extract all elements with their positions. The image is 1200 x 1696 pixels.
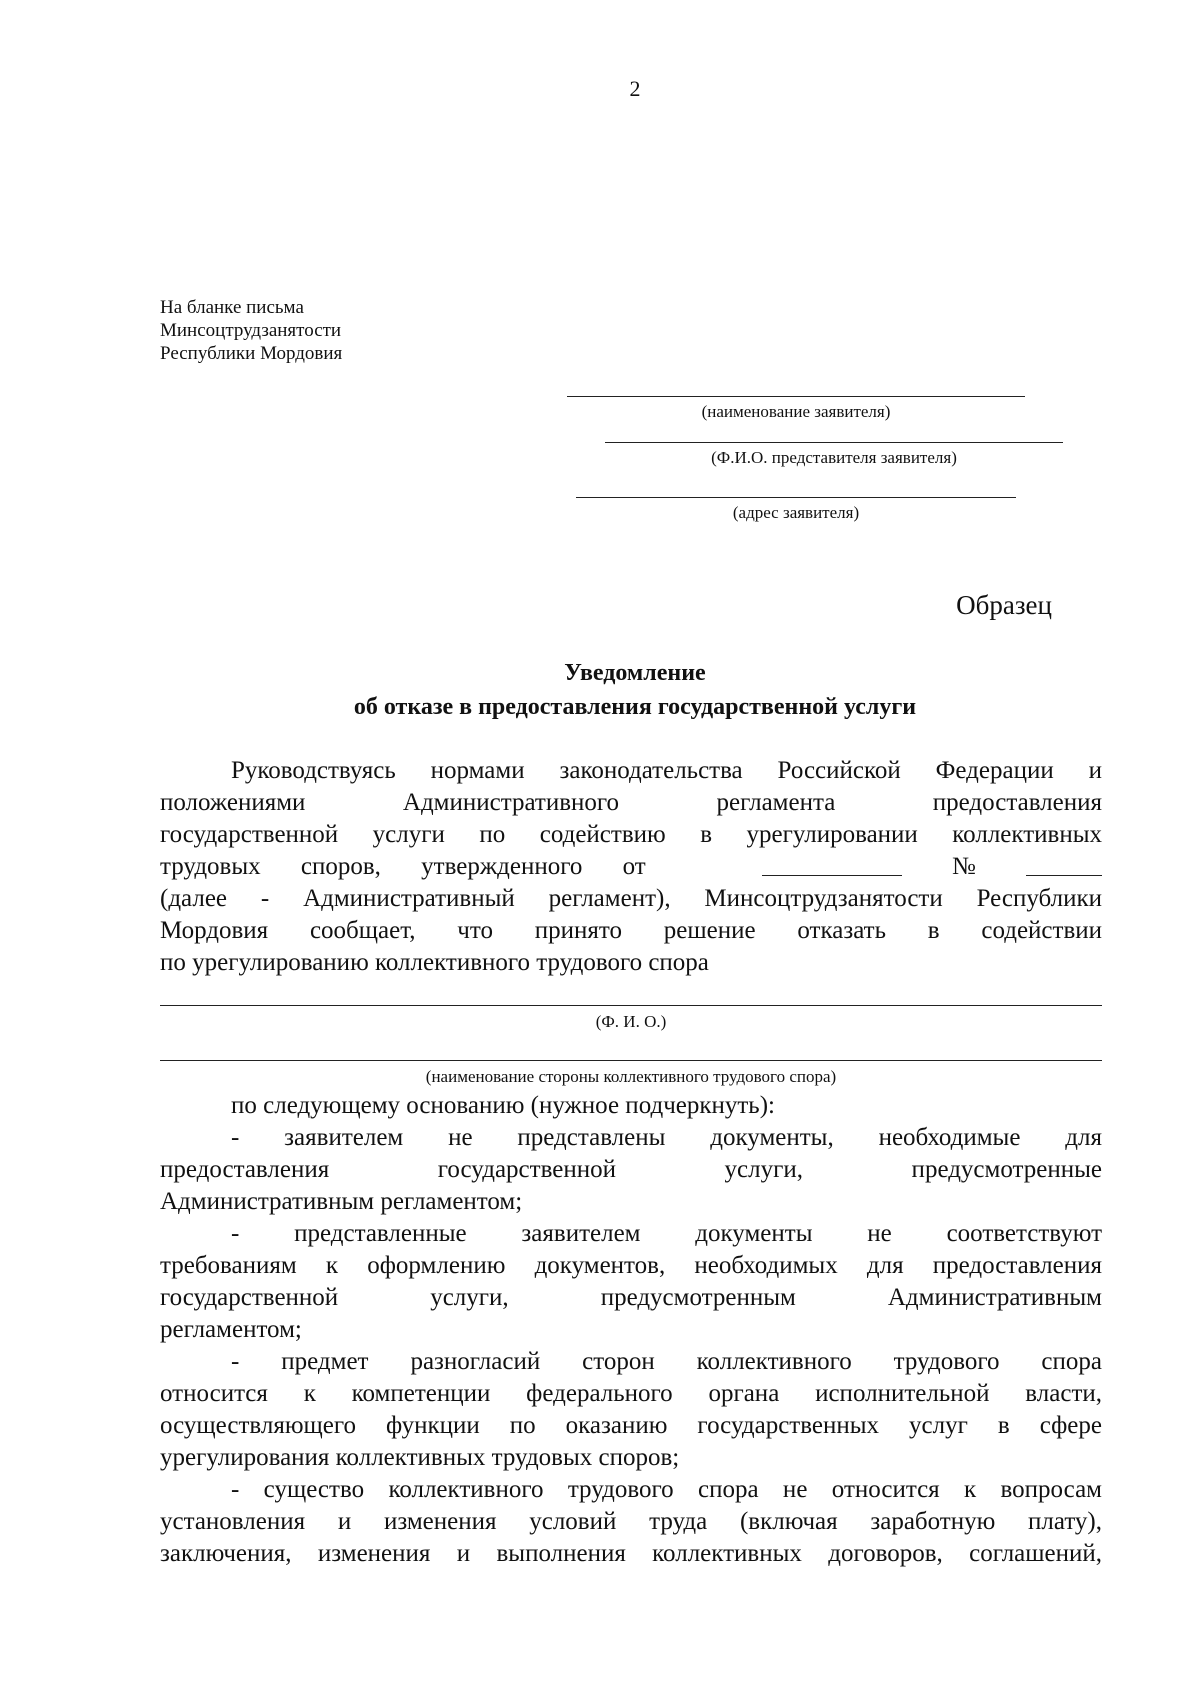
address-caption: (адрес заявителя)	[732, 503, 860, 522]
letterhead-note-line: Республики Мордовия	[160, 343, 343, 364]
grounds-line: - представленные заявителем документы не соответствуют	[231, 1220, 1102, 1247]
fio-caption: (Ф. И. О.)	[595, 1012, 667, 1031]
grounds-line: требованиям к оформлению документов, необходимых для предоставления	[160, 1252, 1102, 1279]
representative-line	[605, 442, 1063, 443]
intro-line-with-blanks	[160, 851, 1102, 883]
grounds-line: - заявителем не представлены документы, необходимые для	[231, 1124, 1102, 1151]
letterhead-note	[160, 296, 342, 365]
letterhead-note-line: На бланке письма	[160, 297, 304, 318]
intro-line: по урегулированию коллективного трудового спора	[160, 949, 709, 976]
representative-caption: (Ф.И.О. представителя заявителя)	[711, 448, 957, 467]
applicant-name-line	[567, 396, 1025, 397]
grounds-line: - предмет разногласий сторон коллективного трудового спора	[231, 1348, 1102, 1375]
party-caption: (наименование стороны коллективного трудового спора)	[425, 1067, 837, 1086]
number-blank	[1026, 855, 1102, 876]
grounds-line: государственной услуги, предусмотренным Административным	[160, 1284, 1102, 1311]
address-line	[576, 497, 1016, 498]
intro-line: Мордовия сообщает, что принято решение отказать в содействии	[160, 917, 1102, 944]
party-line	[160, 1060, 1102, 1061]
applicant-name-caption: (наименование заявителя)	[701, 402, 891, 421]
intro-paragraph	[160, 755, 1102, 979]
fio-line	[160, 1005, 1102, 1006]
intro-line-text: трудовых споров, утвержденного от	[160, 853, 646, 880]
intro-line: положениями Административного регламента предоставления	[160, 789, 1102, 816]
grounds-line: предоставления государственной услуги, предусмотренные	[160, 1156, 1102, 1183]
grounds-line: осуществляющего функции по оказанию государственных услуг в сфере	[160, 1412, 1102, 1439]
grounds-line: - существо коллективного трудового спора не относится к вопросам	[231, 1476, 1102, 1503]
letterhead-note-line: Минсоцтрудзанятости	[160, 320, 342, 341]
intro-line: (далее - Административный регламент), Минсоцтрудзанятости Республики	[160, 885, 1102, 912]
grounds-intro: по следующему основанию (нужное подчеркнуть):	[231, 1092, 775, 1119]
grounds-line: заключения, изменения и выполнения коллективных договоров, соглашений,	[160, 1540, 1102, 1567]
number-sign: №	[952, 853, 976, 880]
page-number: 2	[629, 76, 641, 101]
grounds-line: урегулирования коллективных трудовых споров;	[160, 1444, 680, 1471]
grounds-line: относится к компетенции федерального органа исполнительной власти,	[160, 1380, 1102, 1407]
grounds-line: Административным регламентом;	[160, 1188, 523, 1215]
grounds-section	[160, 1090, 1102, 1570]
date-blank	[762, 855, 902, 876]
intro-line: Руководствуясь нормами законодательства Российской Федерации и	[231, 757, 1102, 784]
grounds-line: установления и изменения условий труда (включая заработную плату),	[160, 1508, 1102, 1535]
notice-title: Уведомление	[564, 660, 706, 686]
sample-label: Образец	[956, 590, 1052, 620]
intro-line: государственной услуги по содействию в урегулировании коллективных	[160, 821, 1102, 848]
notice-subtitle: об отказе в предоставления государственной услуги	[353, 694, 917, 720]
grounds-line: регламентом;	[160, 1316, 302, 1343]
